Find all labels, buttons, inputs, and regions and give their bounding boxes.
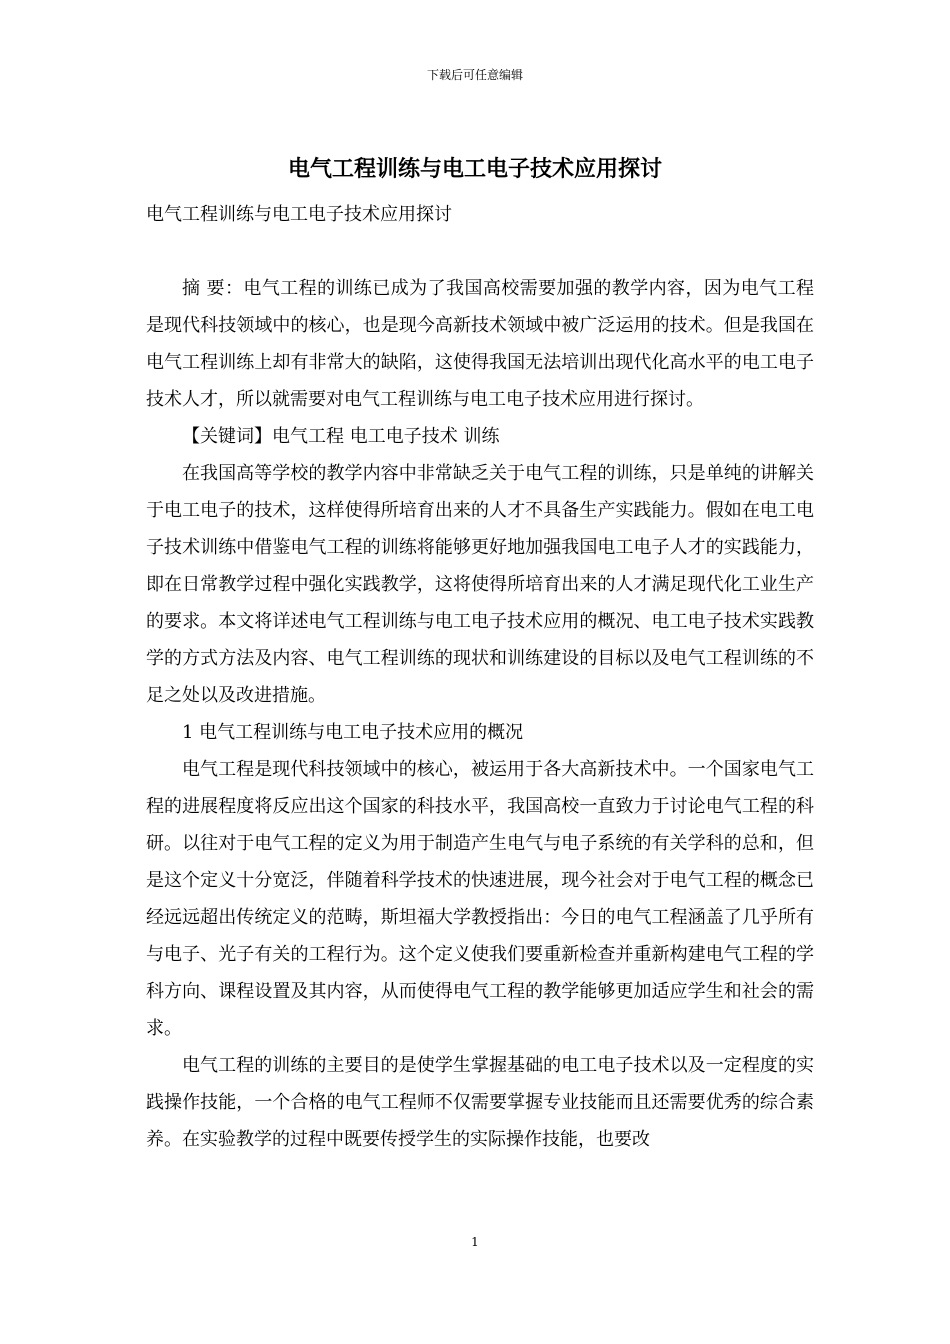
- body-paragraph: 电气工程是现代科技领域中的核心，被运用于各大高新技术中。一个国家电气工程的进展程度将反应出这个国家的科技水平，我国高校一直致力于讨论电气工程的科研。以往对于电气工程的定义为用于制造产生电气与电子系统的有关学科的总和，但是这个定义十分宽泛，伴随着科学技术的快速进展，现今社会对于电气工程的概念已经远远超出传统定义的范畴，斯坦福大学教授指出：今日的电气工程涵盖了几乎所有与电子、光子有关的工程行为。这个定义使我们要重新检查并重新构建电气工程的学科方向、课程设置及其内容，从而使得电气工程的教学能够更加适应学生和社会的需求。: [146, 759, 814, 1039]
- document-body: [146, 196, 814, 1158]
- abstract-paragraph: 摘 要：电气工程的训练已成为了我国高校需要加强的教学内容，因为电气工程是现代科技领域中的核心，也是现今高新技术领域中被广泛运用的技术。但是我国在电气工程训练上却有非常大的缺陷，这使得我国无法培训出现代化高水平的电工电子技术人才，所以就需要对电气工程训练与电工电子技术应用进行探讨。: [146, 278, 814, 410]
- section-heading: 1 电气工程训练与电工电子技术应用的概况: [182, 722, 524, 743]
- document-title: 电气工程训练与电工电子技术应用探讨: [287, 156, 662, 182]
- page-header-note: 下载后可任意编辑: [426, 68, 523, 82]
- document-subtitle: 电气工程训练与电工电子技术应用探讨: [146, 204, 452, 225]
- keywords-line: 【关键词】电气工程 电工电子技术 训练: [182, 426, 500, 447]
- body-paragraph: 在我国高等学校的教学内容中非常缺乏关于电气工程的训练，只是单纯的讲解关于电工电子的技术，这样使得所培育出来的人才不具备生产实践能力。假如在电工电子技术训练中借鉴电气工程的训练将能够更好地加强我国电工电子人才的实践能力，即在日常教学过程中强化实践教学，这将使得所培育出来的人才满足现代化工业生产的要求。本文将详述电气工程训练与电工电子技术应用的概况、电工电子技术实践教学的方式方法及内容、电气工程训练的现状和训练建设的目标以及电气工程训练的不足之处以及改进措施。: [146, 463, 814, 706]
- page-number: 1: [471, 1235, 479, 1249]
- body-paragraph: 电气工程的训练的主要目的是使学生掌握基础的电工电子技术以及一定程度的实践操作技能，一个合格的电气工程师不仅需要掌握专业技能而且还需要优秀的综合素养。在实验教学的过程中既要传授学生的实际操作技能，也要改: [146, 1055, 814, 1150]
